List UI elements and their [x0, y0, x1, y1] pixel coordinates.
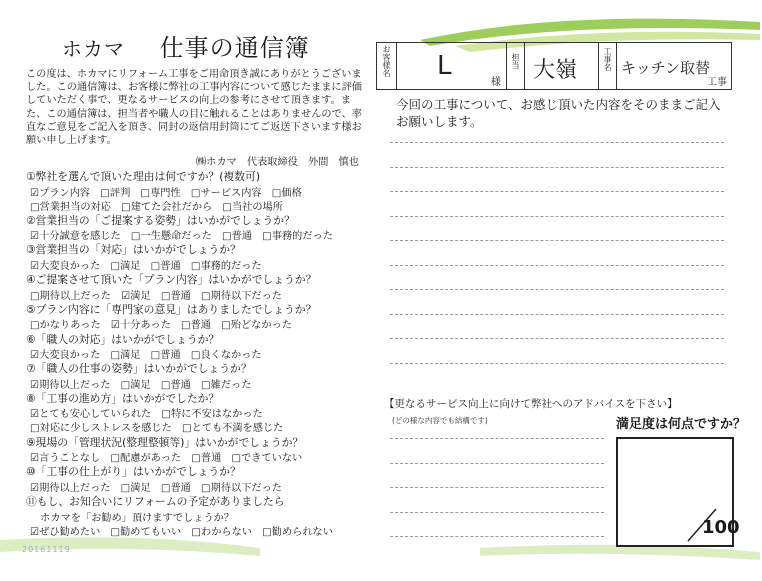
- comment-line: [390, 363, 724, 364]
- page-title: [62, 28, 310, 63]
- question-5: ⑤プラン内容に「専門家の意見」はありましたでしょうか？: [26, 302, 317, 316]
- date-stamp: 20161119: [22, 545, 71, 554]
- question-3-options[interactable]: ☑大変良かった □満足 □普通 □事務的だった: [30, 260, 262, 272]
- question-4: ④ご提案させて頂いた「プラン内容」はいかがでしょうか？: [26, 273, 317, 287]
- customer-suffix: 様: [491, 77, 501, 88]
- customer-header-box: [376, 42, 732, 90]
- question-5-options[interactable]: □かなりあった ☑十分あった □普通 □殆どなかった: [30, 320, 292, 332]
- question-11-options[interactable]: ☑ぜひ勧めたい □勧めてもいい □わからない □勧められない: [30, 526, 333, 538]
- customer-label: お客様名: [382, 45, 391, 77]
- staff-name: 大嶺: [533, 58, 578, 83]
- question-10-options[interactable]: ☑期待以上だった □満足 □普通 □期待以下だった: [30, 482, 282, 494]
- comment-line: [390, 338, 724, 339]
- question-1: ①弊社を選んで頂いた理由は何ですか？(複数可): [26, 170, 261, 183]
- question-8: ⑧「工事の進め方」はいかがでしたか？: [26, 391, 220, 405]
- advice-line: [390, 512, 604, 513]
- comment-line: [390, 240, 724, 241]
- question-8-options[interactable]: ☑とても安心していられた □特に不安はなかった: [30, 409, 263, 421]
- question-6-options[interactable]: ☑大変良かった □満足 □普通 □良くなかった: [30, 350, 262, 361]
- question-7-options[interactable]: ☑期待以上だった □満足 □普通 □雑だった: [30, 379, 252, 391]
- work-name: キッチン取替: [621, 59, 710, 77]
- comment-line: [390, 314, 724, 315]
- advice-line: [390, 487, 604, 488]
- comment-line: [390, 142, 724, 143]
- company-name: ホカマ: [62, 37, 125, 61]
- comment-line: [390, 191, 724, 192]
- comment-prompt: 今回の工事について、お感じ頂いた内容をそのままご記入お願いします。: [396, 97, 721, 129]
- question-7: ⑦「職人の仕事の姿勢」はいかがでしょうか？: [26, 362, 252, 376]
- work-label: 工事名: [603, 47, 612, 71]
- work-suffix: 工事: [707, 77, 727, 88]
- form-title: 仕事の通信簿: [159, 34, 310, 62]
- score-title: 満足度は何点ですか？: [616, 417, 747, 432]
- advice-subtitle: (どの様な内容でも結構です): [392, 416, 488, 425]
- question-9-options[interactable]: ☑言うことなし □配慮があった □普通 □できていない: [30, 453, 303, 465]
- advice-line: [390, 536, 604, 537]
- comment-line: [390, 289, 724, 290]
- advice-line: [390, 438, 604, 439]
- question-3: ③営業担当の「対応」はいかがでしょうか？: [26, 243, 241, 257]
- question-11-options[interactable]: ホカマを「お勧め」頂けますでしょうか？: [30, 512, 235, 524]
- score-box[interactable]: [616, 437, 740, 547]
- advice-line: [390, 463, 604, 464]
- question-11: ⑪もし、お知合いにリフォームの予定がありましたら: [26, 495, 285, 508]
- question-1-options[interactable]: □営業担当の対応 □建てた会社だから □当社の場所: [30, 201, 283, 213]
- question-2: ②営業担当の「ご提案する姿勢」はいかがでしょうか？: [26, 213, 295, 227]
- comment-line: [390, 167, 724, 168]
- intro-paragraph: この度は、ホカマにリフォーム工事をご用命頂き誠にありがとうございました。この通信簿は、お客様に弊社の工事内容について感じたままに評価していただく事で、更なるサービスの向上の参考にさせて頂きます。また、この通信簿は、担当者や職人の目に触れることはありませんので、率直なご意見をご記入を頂き、同封の返信用封筒にてご返送下さいます様お願い申し上げます。: [26, 69, 362, 147]
- advice-title: 【更なるサービス向上に向けて弊社へのアドバイスを下さい】: [384, 398, 678, 410]
- comment-line: [390, 216, 724, 217]
- question-9: ⑨現場の「管理状況(整理整頓等)」はいかがでしょうか？: [26, 435, 304, 449]
- score-max: 100: [702, 517, 740, 538]
- question-2-options[interactable]: ☑十分誠意を感じた □一生懸命だった □普通 □事務的だった: [30, 231, 333, 243]
- question-6: ⑥「職人の対応」はいかがでしょうか？: [26, 332, 220, 346]
- staff-label: 担当: [511, 53, 520, 69]
- signature: ㈱ホカマ 代表取締役 外間 慎也: [196, 157, 359, 168]
- question-8-options[interactable]: □対応に少しストレスを感じた □とても不満を感じた: [30, 423, 284, 435]
- question-1-options[interactable]: ☑プラン内容 □評判 □専門性 □サービス内容 □価格: [30, 187, 302, 199]
- customer-name: L: [437, 51, 452, 81]
- question-4-options[interactable]: □期待以上だった ☑満足 □普通 □期待以下だった: [30, 290, 282, 302]
- comment-line: [390, 265, 724, 266]
- question-10: ⑩「工事の仕上がり」はいかがでしょうか？: [26, 465, 241, 479]
